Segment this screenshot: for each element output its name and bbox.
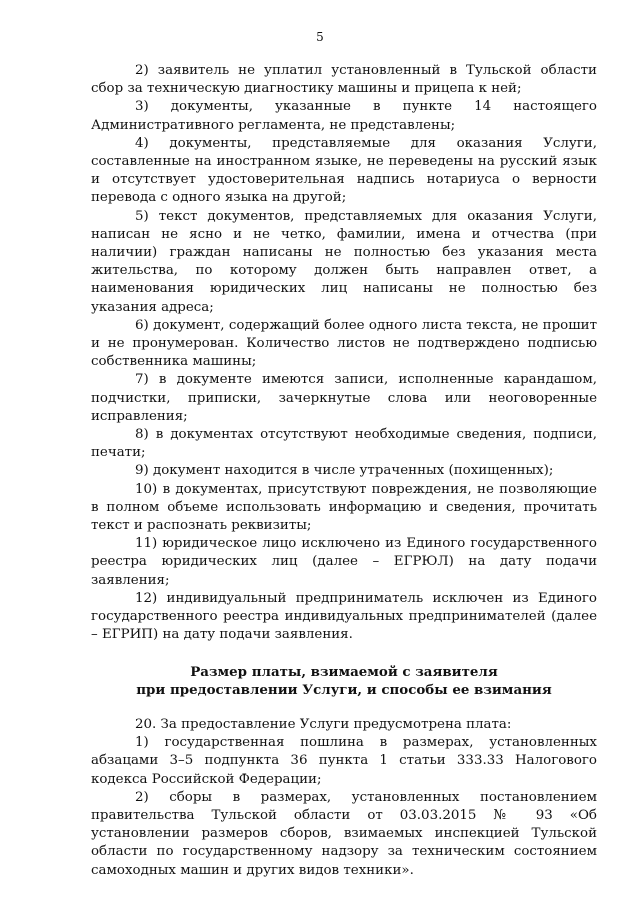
list-item: 5) текст документов, представляемых для оказания Услуги, написан не ясно и не четко, фамилии, имена и отчества (при наличии) граждан написаны не полностью без указания места жительства, по которому должен быть направлен ответ, а наименования юридических лиц написаны не полностью без указания адреса; <box>91 208 597 315</box>
list-item: 4) документы, представляемые для оказания Услуги, составленные на иностранном языке, не переведены на русский язык и отсутствует удостоверительная надпись нотариуса о верности перевода с одного языка на другой; <box>91 135 597 206</box>
section-heading <box>91 663 597 699</box>
section-heading-line-1: Размер платы, взимаемой с заявителя <box>190 663 498 680</box>
list-item: 10) в документах, присутствуют повреждения, не позволяющие в полном объеме использовать информацию и сведения, прочитать текст и распознать реквизиты; <box>91 481 597 534</box>
list-item: 3) документы, указанные в пункте 14 настоящего Административного регламента, не представлены; <box>91 99 597 133</box>
list-item: 11) юридическое лицо исключено из Единого государственного реестра юридических лиц (далее – ЕГРЮЛ) на дату подачи заявления; <box>91 536 597 588</box>
list-item: 1) государственная пошлина в размерах, установленных абзацами 3–5 подпункта 36 пункта 1 статьи 333.33 Налогового кодекса Российской Федерации; <box>91 735 597 787</box>
list-item: 7) в документе имеются записи, исполненные карандашом, подчистки, приписки, зачеркнутые слова или неоговоренные исправления; <box>91 372 597 424</box>
page-number: 5 <box>316 30 324 44</box>
paragraph: 20. За предоставление Услуги предусмотрена плата: <box>135 716 512 732</box>
list-item: 6) документ, содержащий более одного листа текста, не прошит и не пронумерован. Количество листов не подтверждено подписью собственника машины; <box>91 317 597 370</box>
list-item: 2) заявитель не уплатил установленный в Тульской области сбор за техническую диагностику машины и прицепа к ней; <box>91 63 597 97</box>
list-item: 8) в документах отсутствуют необходимые сведения, подписи, печати; <box>91 427 597 461</box>
section-heading-line-2: при предоставлении Услуги, и способы ее взимания <box>136 681 552 698</box>
document-body <box>91 62 597 880</box>
list-item: 9) документ находится в числе утраченных (похищенных); <box>135 463 554 479</box>
list-item: 12) индивидуальный предприниматель исключен из Единого государственного реестра индивидуальных предпринимателей (далее – ЕГРИП) на дату подачи заявления. <box>91 590 597 643</box>
list-item: 2) сборы в размерах, установленных постановлением правительства Тульской области от 03.03.2015 № 93 «Об установлении размеров сборов, взимаемых инспекцией Тульской области по государственному надзору за техническим состоянием самоходных машин и других видов техники». <box>91 789 597 878</box>
